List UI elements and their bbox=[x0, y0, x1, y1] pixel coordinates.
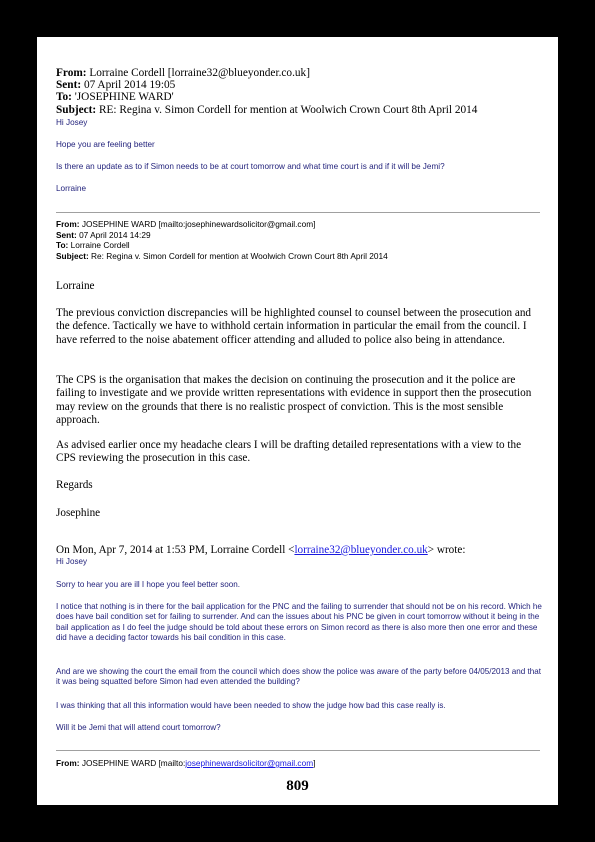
email1-line2: Is there an update as to if Simon needs to be at court tomorrow and what time court is and if it will be Jemi? bbox=[56, 162, 445, 171]
email3-paragraph-2: And are we showing the court the email from the council which does show the police was aware of the party before 04/05/2013 and that it was being squatted before Simon had even attended the building? bbox=[56, 667, 542, 687]
from-label: From: bbox=[56, 67, 87, 79]
email2-name: Josephine bbox=[56, 507, 101, 519]
to-label: To: bbox=[56, 240, 69, 251]
to-label: To: bbox=[56, 91, 72, 104]
quote-email-link[interactable]: lorraine32@blueyonder.co.uk bbox=[294, 544, 428, 556]
email4-header: From: JOSEPHINE WARD [mailto:josephinewardsolicitor@gmail.com] bbox=[56, 758, 316, 768]
email1-header bbox=[56, 67, 477, 116]
to-value: 'JOSEPHINE WARD' bbox=[74, 91, 174, 104]
subject-value: Re: Regina v. Simon Cordell for mention at Woolwich Crown Court 8th April 2014 bbox=[91, 250, 388, 261]
sent-value: 07 April 2014 19:05 bbox=[83, 79, 176, 92]
email2-paragraph-1: The previous conviction discrepancies will be highlighted counsel to counsel between the prosecution and the defence. Tactically we have to withhold certain information in particular the email from the council. I have referred to the noise abatement officer attending and alluded to police also being in attendance. bbox=[56, 307, 532, 346]
subject-value: RE: Regina v. Simon Cordell for mention at Woolwich Crown Court 8th April 2014 bbox=[99, 103, 478, 116]
email3-paragraph-1: I notice that nothing is in there for the bail application for the PNC and the failing to surrender that should not be on his record. Which he does have bail condition set for failing to surrender. And can the issues about his PNC be given in court tomorrow without it being in the bail application as I do feel the judge should be told about these errors on Simon record as there is also more then one error and these did have a deciding factor towards his bail condition in this case. bbox=[56, 602, 542, 643]
email3-paragraph-3: I was thinking that all this information would have been needed to show the judge how bad this case really is. bbox=[56, 701, 446, 710]
to-value: Lorraine Cordell bbox=[70, 240, 130, 251]
document-page bbox=[37, 37, 558, 805]
from-email-link[interactable]: josephinewardsolicitor@gmail.com bbox=[185, 758, 314, 768]
email2-greeting: Lorraine bbox=[56, 280, 95, 292]
divider bbox=[56, 750, 540, 751]
email2-header bbox=[56, 219, 388, 261]
sent-value: 07 April 2014 14:29 bbox=[79, 229, 151, 240]
email2-paragraph-2: The CPS is the organisation that makes the decision on continuing the prosecution and it the police are failing to investigate and we provide written representations with evidence in support then the prosecution may review on the grounds that there is no realistic prospect of conviction. This is the most sensible approach. bbox=[56, 374, 532, 426]
from-value: JOSEPHINE WARD [mailto:josephinewardsolicitor@gmail.com] bbox=[81, 219, 316, 229]
email2-regards: Regards bbox=[56, 479, 93, 491]
email2-paragraph-3: As advised earlier once my headache clears I will be drafting detailed representations with a view to the CPS reviewing the prosecution in this case. bbox=[56, 439, 522, 465]
email1-greeting: Hi Josey bbox=[56, 118, 88, 127]
subject-label: Subject: bbox=[56, 250, 89, 261]
email3-greeting: Hi Josey bbox=[56, 557, 88, 566]
email1-signoff: Lorraine bbox=[56, 184, 87, 193]
quote-attribution: On Mon, Apr 7, 2014 at 1:53 PM, Lorraine Cordell <lorraine32@blueyonder.co.uk> wrote: bbox=[56, 544, 466, 556]
divider bbox=[56, 212, 540, 213]
from-label: From: bbox=[56, 219, 80, 229]
from-value: Lorraine Cordell [lorraine32@blueyonder.co.uk] bbox=[89, 67, 310, 79]
subject-label: Subject: bbox=[56, 103, 97, 116]
sent-label: Sent: bbox=[56, 229, 77, 240]
sent-label: Sent: bbox=[56, 79, 82, 92]
from-label: From: bbox=[56, 758, 80, 768]
email3-line1: Sorry to hear you are ill I hope you feel better soon. bbox=[56, 580, 241, 589]
email3-line2: Will it be Jemi that will attend court tomorrow? bbox=[56, 723, 221, 732]
page-number: 809 bbox=[286, 778, 309, 794]
email1-line1: Hope you are feeling better bbox=[56, 140, 155, 149]
